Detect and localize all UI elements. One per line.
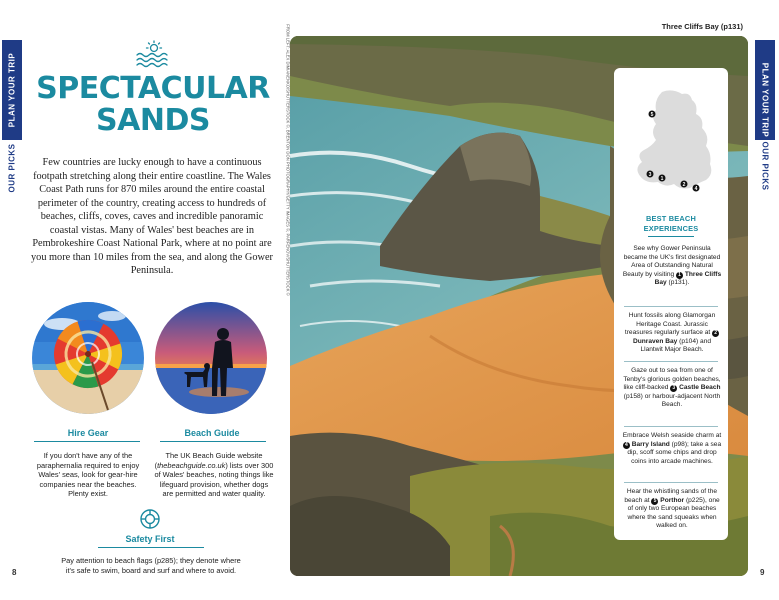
beach-guide-text: The UK Beach Guide website (thebeachguide.co.uk) lists over 300 of Wales' beaches, noting things like lifeguard provision, whether dogs are permitted and water quality. [154,451,274,499]
best-beach-rule [648,236,694,237]
headline-line-2: SANDS [96,103,210,138]
page-number-right: 9 [760,568,765,577]
map-marker-2: 2 [682,181,686,188]
our-picks-label-left: OUR PICKS [7,143,17,193]
photo-caption: Three Cliffs Bay (p131) [661,22,743,31]
safety-first-rule [98,547,204,548]
lifebuoy-icon [139,508,161,530]
beach-item-5: Hear the whistling sands of the beach at 5 Porthor (p225), one of only two European beaches where the sand squeaks when walked on. [624,488,720,530]
best-beach-heading-line-1: BEST BEACH [645,214,697,223]
intro-paragraph: Few countries are lucky enough to have a continuous footpath stretching along their entire coastline. The Wales Coast Path runs for 870 miles around the entire coastal perimeter of the country, creating access to hundreds of beaches, cliffs, coves, caves and incredible panoramic coastal vistas. Many of Wales' best beaches are in Pembrokeshire Coast National Park, where at no point are you more than 10 miles from the sea, and along the Gower Peninsula. [31,157,273,276]
hire-gear-heading: Hire Gear [67,428,109,438]
photo-credit: FROM LEFT: ALEX DIMIANENKO/SHUTTERSTOCK ©, BRENTON DON PHOTOGRAPHY/GETTY IMAGES ©, PARFENOV/SHUTTERSTOCK © [285,24,291,296]
hire-gear-text: If you don't have any of the paraphernalia required to enjoy Wales' seas, look for gear-hire companies near the beaches. Plenty exist. [36,451,140,499]
beach-item-4: Embrace Welsh seaside charm at 4 Barry Island (p98); take a sea dip, scoff some chips and drop coins into arcade machines. [622,432,722,465]
plan-your-trip-tab-label-right: PLAN YOUR TRIP [760,62,770,138]
beach-item-2: Hunt fossils along Glamorgan Heritage Coast. Jurassic treasures regularly surface at 2 Dunraven Bay (p104) and Llantwit Major Beach. [622,312,722,355]
beach-item-1: See why Gower Peninsula became the UK's first designated Area of Outstanding Natural Beauty by visiting 1 Three Cliffs Bay (p131). [622,245,722,287]
beach-umbrella-photo [32,302,144,414]
beach-item-separator [624,361,718,362]
page-number-left: 8 [12,568,17,577]
sun-waves-icon [133,40,169,68]
safety-first-text: Pay attention to beach flags (p285); they denote where it's safe to swim, board and surf and where to avoid. [61,556,241,575]
beach-guide-website: thebeachguide.co.uk [157,460,226,470]
map-marker-3: 3 [648,171,652,178]
beach-item-separator [624,482,718,483]
beach-item-separator [624,426,718,427]
map-marker-5: 5 [650,111,654,118]
hire-gear-rule [34,441,140,442]
headline-line-1: SPECTACULAR [36,71,270,106]
plan-your-trip-tab-label-left: PLAN YOUR TRIP [7,52,17,128]
map-marker-4: 4 [694,185,698,192]
beach-guide-rule [160,441,266,442]
map-marker-1: 1 [660,175,664,182]
best-beach-heading-line-2: EXPERIENCES [643,224,699,233]
beach-guide-heading: Beach Guide [184,428,240,438]
beach-item-3: Gaze out to sea from one of Tenby's glorious golden beaches, like cliff-backed 3 Castle Beach (p158) or harbour-adjacent North Beach. [623,367,721,409]
beach-item-separator [624,306,718,307]
our-picks-label-right: OUR PICKS [760,141,770,191]
best-beach-panel [614,68,728,540]
beach-dog-sunset-photo [155,302,267,414]
safety-first-heading: Safety First [125,534,175,544]
wales-map [632,88,716,192]
